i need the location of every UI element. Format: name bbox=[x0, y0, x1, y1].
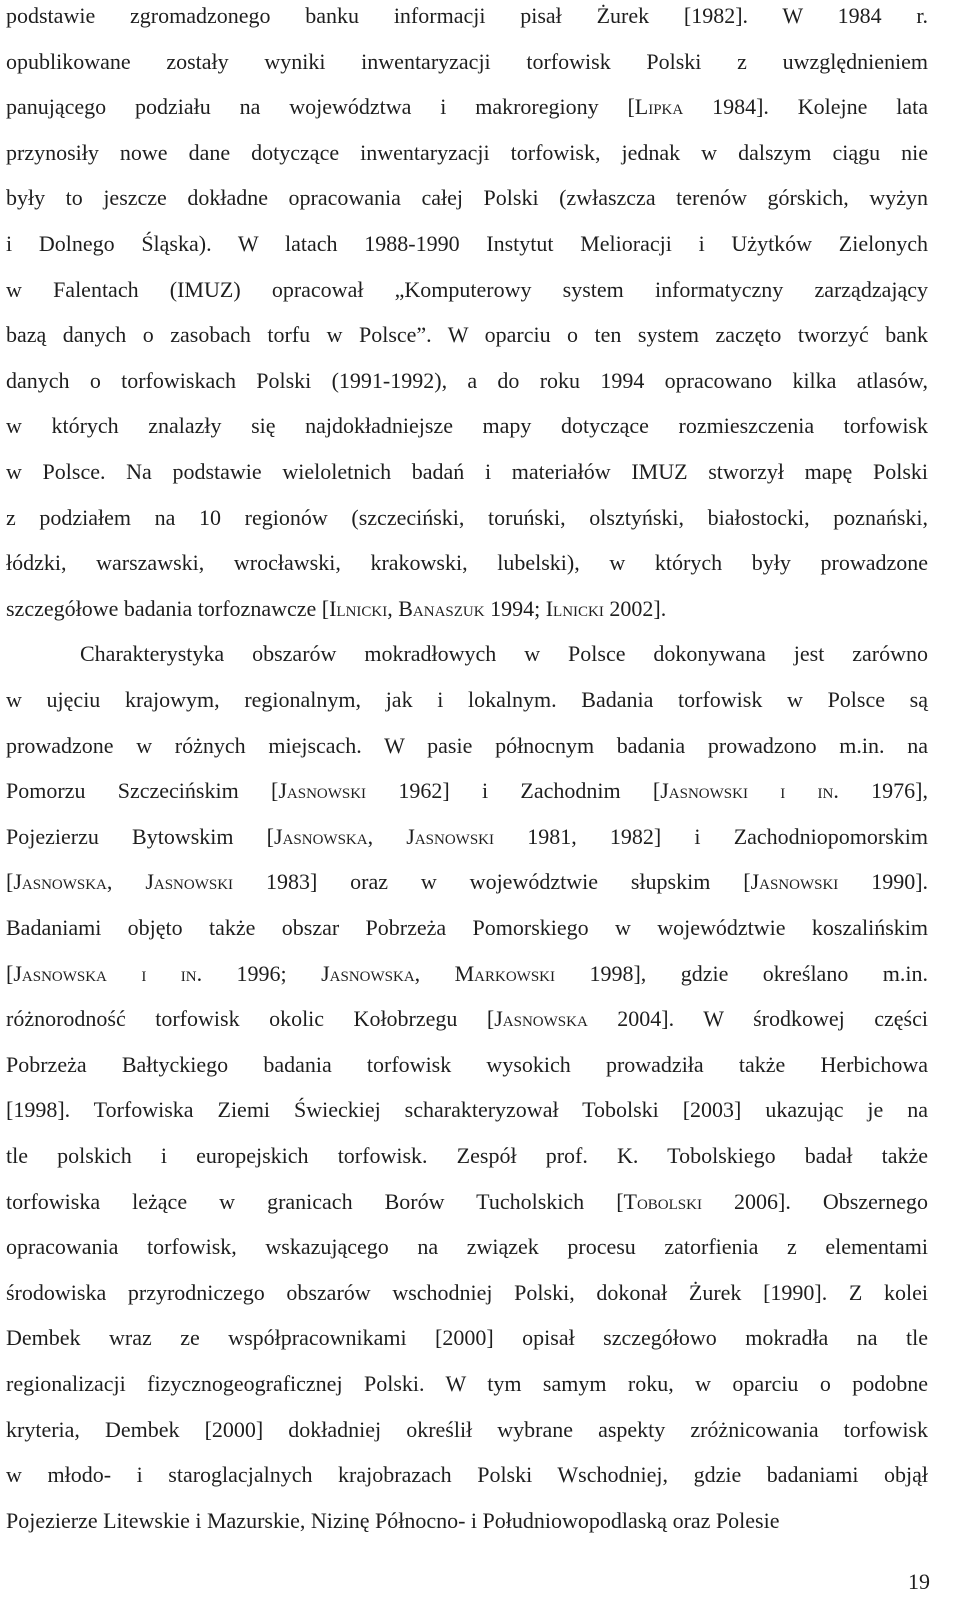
author-name: Banaszuk bbox=[398, 595, 485, 621]
text-line bbox=[6, 140, 928, 166]
text-run: 1998], gdzie określano m.in. bbox=[555, 960, 928, 986]
text-line bbox=[6, 1097, 928, 1123]
text-run: 1994; bbox=[484, 595, 546, 621]
text-run: w Falentach (IMUZ) opracował „Komputerowy system informatyczny zarządzający bbox=[6, 276, 928, 302]
text-line bbox=[6, 596, 928, 622]
text-line bbox=[6, 231, 928, 257]
text-run: . 1976], bbox=[833, 778, 928, 804]
text-line bbox=[6, 1189, 928, 1215]
author-name: Jasnowski bbox=[750, 869, 839, 895]
text-run: z podziałem na 10 regionów (szczeciński, toruński, olsztyński, białostocki, poznański, bbox=[6, 504, 928, 530]
text-run: Charakterystyka obszarów mokradłowych w Polsce dokonywana jest zarówno bbox=[80, 641, 928, 667]
text-run: tle polskich i europejskich torfowisk. Zespół prof. K. Tobolskiego badał także bbox=[6, 1143, 928, 1168]
text-run: 1962] i Zachodnim [ bbox=[366, 778, 661, 804]
text-run: w ujęciu krajowym, regionalnym, jak i lokalnym. Badania torfowisk w Polsce są bbox=[6, 687, 928, 712]
author-name: Jasnowski bbox=[278, 778, 367, 804]
text-run: panującego podziału na województwa i makroregiony [ bbox=[6, 94, 635, 120]
author-name: Ilnicki bbox=[329, 595, 388, 621]
text-run: , bbox=[387, 595, 399, 621]
text-run: i Dolnego Śląska). W latach 1988-1990 Instytut Melioracji i Użytków Zielonych bbox=[6, 231, 928, 256]
text-run: kryteria, Dembek [2000] dokładniej określił wybrane aspekty zróżnicowania torfowisk bbox=[6, 1416, 928, 1442]
text-line bbox=[6, 1006, 928, 1032]
text-run: 2002]. bbox=[603, 595, 667, 621]
text-run: prowadzone w różnych miejscach. W pasie północnym badania prowadzono m.in. na bbox=[6, 732, 928, 758]
text-run: torfowiska leżące w granicach Borów Tucholskich [ bbox=[6, 1188, 624, 1214]
text-run: 1984]. Kolejne lata bbox=[683, 94, 928, 120]
text-line bbox=[6, 733, 928, 759]
text-line bbox=[6, 824, 928, 850]
text-line bbox=[6, 778, 928, 804]
text-run: w których znalazły się najdokładniejsze mapy dotyczące rozmieszczenia torfowisk bbox=[6, 413, 928, 439]
author-name: Jasnowska bbox=[494, 1006, 588, 1032]
text-run: Dembek wraz ze współpracownikami [2000] opisał szczegółowo mokradła na tle bbox=[6, 1325, 928, 1351]
author-name: Tobolski bbox=[623, 1188, 702, 1214]
text-run: 1981, 1982] i Zachodniopomorskim bbox=[494, 823, 928, 849]
text-run: , bbox=[367, 823, 407, 849]
text-line bbox=[6, 1508, 928, 1534]
text-run: [1998]. Torfowiska Ziemi Świeckiej scharakteryzował Tobolski [2003] ukazując je na bbox=[6, 1097, 928, 1123]
text-line bbox=[6, 550, 928, 576]
text-run: łódzki, warszawski, wrocławski, krakowski, lubelski), w których były prowadzone bbox=[6, 550, 928, 576]
text-line bbox=[6, 368, 928, 394]
text-run: Badaniami objęto także obszar Pobrzeża Pomorskiego w województwie koszalińskim bbox=[6, 915, 928, 940]
text-line bbox=[6, 1325, 928, 1351]
text-run: Pomorzu Szczecińskim [ bbox=[6, 778, 279, 804]
text-run: opracowania torfowisk, wskazującego na związek procesu zatorfienia z elementami bbox=[6, 1234, 928, 1260]
text-line bbox=[6, 459, 928, 485]
text-run: danych o torfowiskach Polski (1991-1992), a do roku 1994 opracowano kilka atlasów, bbox=[6, 367, 928, 393]
text-run: bazą danych o zasobach torfu w Polsce”. W oparciu o ten system zaczęto tworzyć bank bbox=[6, 322, 928, 348]
page-number: 19 bbox=[908, 1569, 930, 1594]
text-line bbox=[6, 1462, 928, 1488]
text-line bbox=[6, 687, 928, 713]
text-line bbox=[6, 1280, 928, 1306]
text-run: . 1996; bbox=[196, 960, 322, 986]
text-run: Pobrzeża Bałtyckiego badania torfowisk wysokich prowadziła także Herbichowa bbox=[6, 1051, 928, 1077]
text-run: Pojezierzu Bytowskim [ bbox=[6, 823, 275, 849]
text-line bbox=[6, 322, 928, 348]
text-run: [ bbox=[6, 869, 14, 895]
text-run: różnorodność torfowisk okolic Kołobrzegu [ bbox=[6, 1006, 495, 1032]
text-line bbox=[6, 1417, 928, 1443]
text-line bbox=[6, 1143, 928, 1169]
text-line bbox=[6, 869, 928, 895]
text-line bbox=[80, 641, 928, 667]
text-run: regionalizacji fizycznogeograficznej Polski. W tym samym roku, w oparciu o podobne bbox=[6, 1371, 928, 1396]
text-run: [ bbox=[6, 960, 14, 986]
text-run: środowiska przyrodniczego obszarów wschodniej Polski, dokonał Żurek [1990]. Z kolei bbox=[6, 1279, 928, 1305]
text-run: w Polsce. Na podstawie wieloletnich badań i materiałów IMUZ stworzył mapę Polski bbox=[6, 459, 928, 484]
text-line bbox=[6, 49, 928, 75]
text-line bbox=[6, 413, 928, 439]
text-run: były to jeszcze dokładne opracowania całej Polski (zwłaszcza terenów górskich, wyżyn bbox=[6, 185, 928, 211]
text-run: opublikowane zostały wyniki inwentaryzacji torfowisk Polski z uwzględnieniem bbox=[6, 48, 928, 74]
text-line bbox=[6, 185, 928, 211]
text-run: 1990]. bbox=[838, 869, 929, 895]
text-run: szczegółowe badania torfoznawcze [ bbox=[6, 595, 330, 621]
text-line bbox=[6, 961, 928, 987]
author-name: Jasnowski bbox=[406, 823, 495, 849]
author-name: Jasnowski i in bbox=[660, 778, 834, 804]
author-name: Jasnowski bbox=[145, 869, 234, 895]
text-line bbox=[6, 3, 928, 29]
text-run: podstawie zgromadzonego banku informacji pisał Żurek [1982]. W 1984 r. bbox=[6, 3, 928, 28]
text-run: , bbox=[106, 869, 146, 895]
text-run: , bbox=[414, 960, 455, 986]
author-name: Jasnowska i in bbox=[13, 960, 197, 986]
text-run: przynosiły nowe dane dotyczące inwentaryzacji torfowisk, jednak w dalszym ciągu nie bbox=[6, 139, 928, 165]
text-line bbox=[6, 94, 928, 120]
author-name: Markowski bbox=[454, 960, 556, 986]
author-name: Jasnowska bbox=[13, 869, 107, 895]
text-line bbox=[6, 915, 928, 941]
text-line bbox=[6, 1234, 928, 1260]
text-run: w młodo- i staroglacjalnych krajobrazach Polski Wschodniej, gdzie badaniami objął bbox=[6, 1462, 928, 1488]
text-run: 2004]. W środkowej części bbox=[587, 1006, 928, 1032]
author-name: Jasnowska bbox=[321, 960, 415, 986]
author-name: Lipka bbox=[634, 94, 684, 120]
text-line bbox=[6, 1371, 928, 1397]
text-line bbox=[6, 1052, 928, 1078]
text-run: 2006]. Obszernego bbox=[701, 1188, 928, 1214]
text-run: Pojezierze Litewskie i Mazurskie, Nizinę Północno- i Południowopodlaską oraz Polesie bbox=[6, 1507, 780, 1533]
text-run: 1983] oraz w województwie słupskim [ bbox=[233, 869, 751, 895]
text-line bbox=[6, 505, 928, 531]
text-line bbox=[6, 277, 928, 303]
author-name: Jasnowska bbox=[274, 823, 368, 849]
author-name: Ilnicki bbox=[545, 595, 604, 621]
